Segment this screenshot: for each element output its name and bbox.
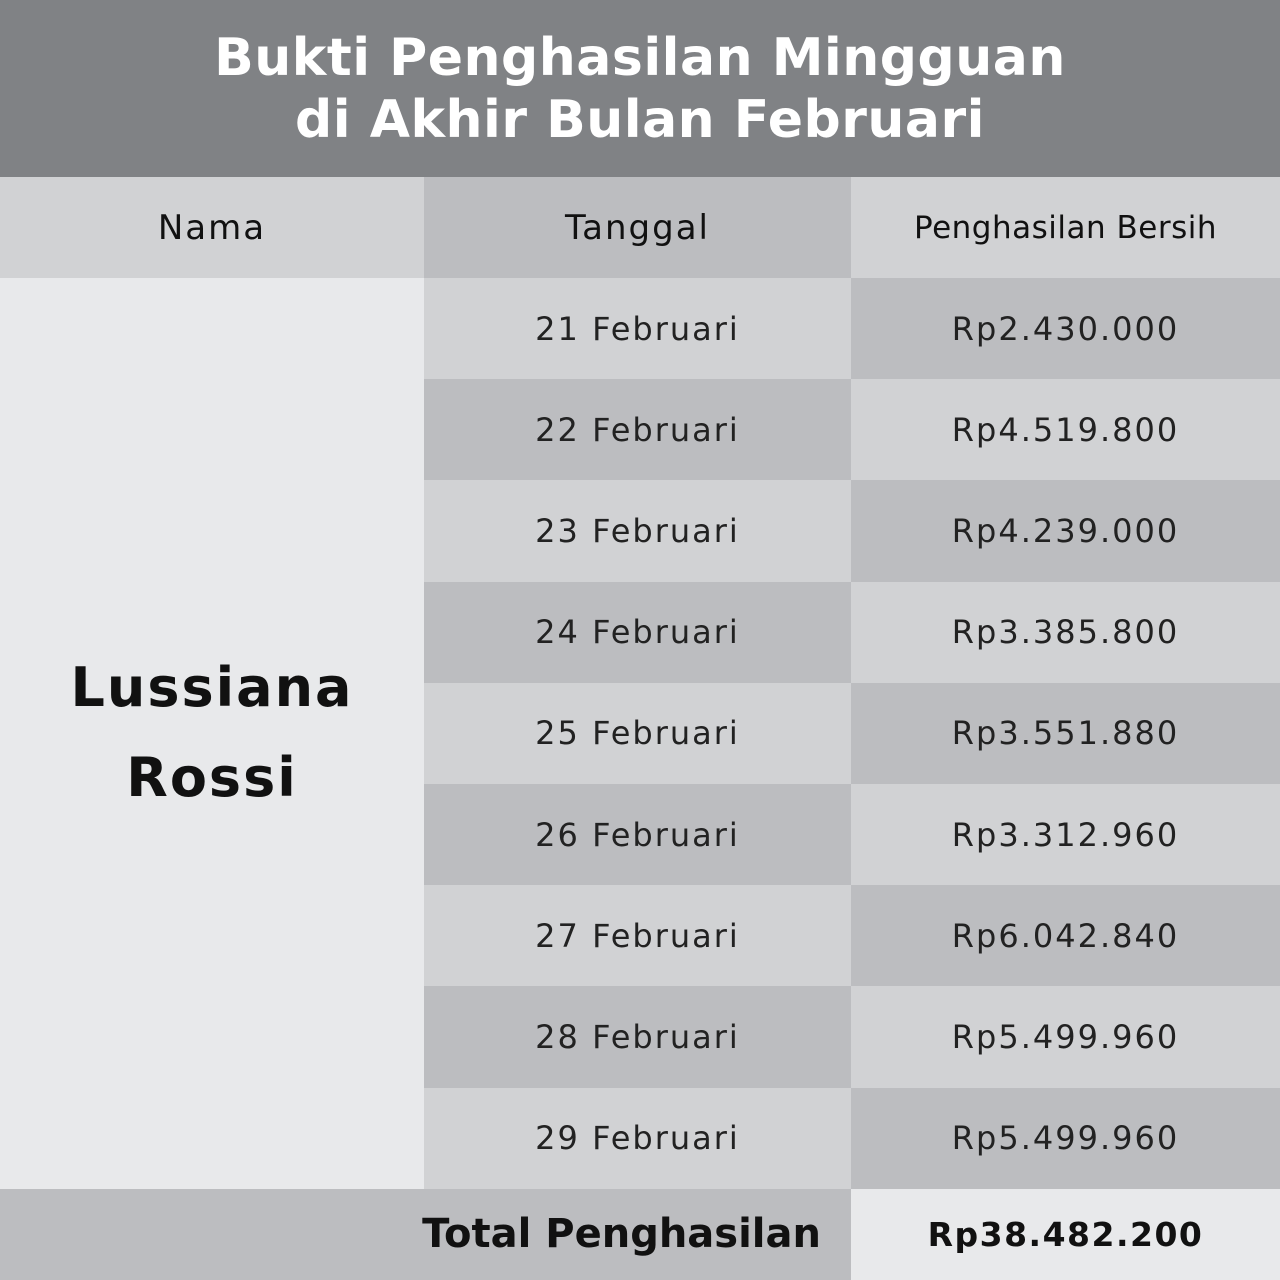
row-date: 27 Februari (424, 885, 851, 986)
row-amount: Rp5.499.960 (851, 1088, 1280, 1189)
row-date: 25 Februari (424, 683, 851, 784)
row-amount: Rp5.499.960 (851, 986, 1280, 1087)
row-date: 28 Februari (424, 986, 851, 1087)
title-line-2: di Akhir Bulan Februari (295, 89, 985, 150)
row-date: 22 Februari (424, 379, 851, 480)
person-last-name: Rossi (126, 746, 298, 810)
total-label: Total Penghasilan (0, 1189, 851, 1280)
row-amount: Rp3.551.880 (851, 683, 1280, 784)
title-banner (0, 0, 1280, 177)
title-line-1: Bukti Penghasilan Mingguan (214, 27, 1066, 88)
row-amount: Rp6.042.840 (851, 885, 1280, 986)
person-name-cell (0, 278, 424, 1189)
income-table (0, 177, 1280, 1280)
person-first-name: Lussiana (70, 656, 354, 720)
row-date: 21 Februari (424, 278, 851, 379)
header-date: Tanggal (424, 177, 851, 278)
row-amount: Rp4.519.800 (851, 379, 1280, 480)
row-date: 23 Februari (424, 480, 851, 581)
row-date: 24 Februari (424, 582, 851, 683)
row-amount: Rp4.239.000 (851, 480, 1280, 581)
header-name: Nama (0, 177, 424, 278)
header-income: Penghasilan Bersih (851, 177, 1280, 278)
row-date: 29 Februari (424, 1088, 851, 1189)
row-amount: Rp2.430.000 (851, 278, 1280, 379)
row-amount: Rp3.312.960 (851, 784, 1280, 885)
total-value: Rp38.482.200 (851, 1189, 1280, 1280)
row-date: 26 Februari (424, 784, 851, 885)
row-amount: Rp3.385.800 (851, 582, 1280, 683)
